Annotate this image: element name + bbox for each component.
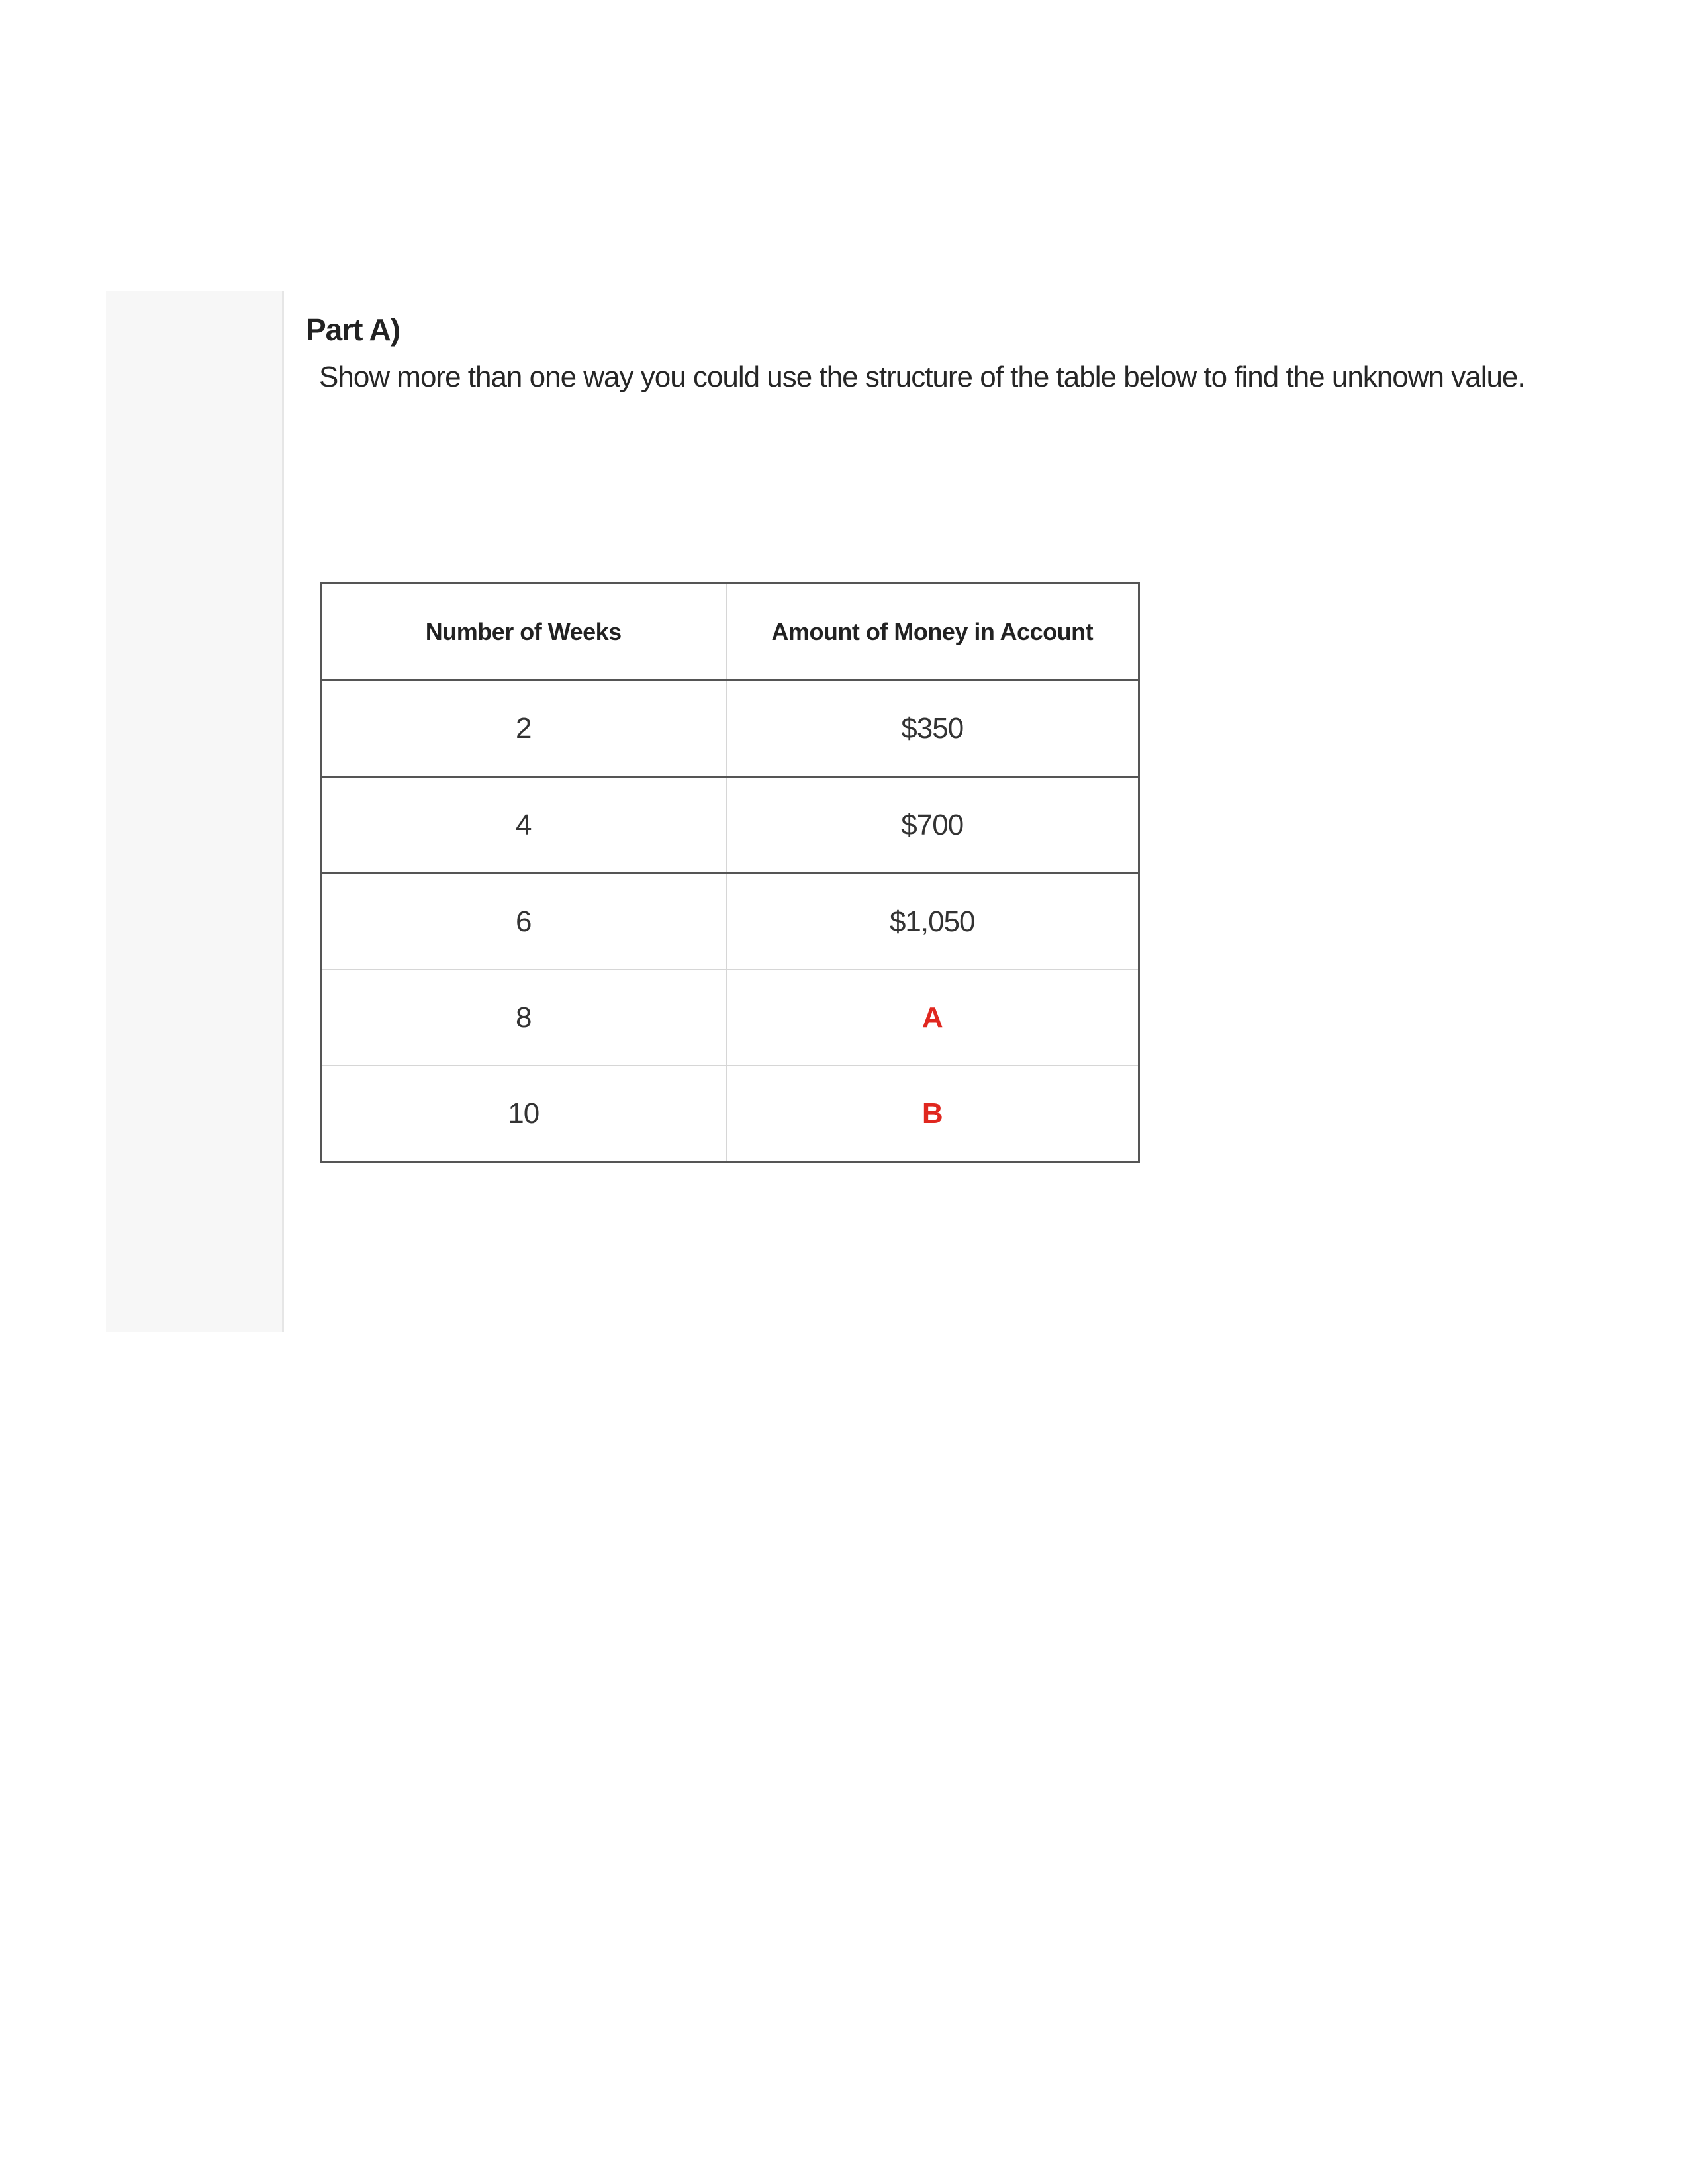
table-row	[321, 970, 1139, 1066]
weeks-money-table	[320, 582, 1140, 1163]
weeks-cell: 10	[321, 1066, 726, 1162]
table-row	[321, 680, 1139, 777]
table-row	[321, 1066, 1139, 1162]
weeks-cell: 4	[321, 777, 726, 874]
header-amount-of-money: Amount of Money in Account	[726, 584, 1139, 680]
table-header-row	[321, 584, 1139, 680]
weeks-cell: 2	[321, 680, 726, 777]
question-prompt: Show more than one way you could use the structure of the table below to find the unknown value.	[319, 361, 1525, 393]
left-gutter-panel	[106, 291, 284, 1332]
unknown-value-a: A	[726, 970, 1139, 1066]
table-row	[321, 777, 1139, 874]
amount-cell: $700	[726, 777, 1139, 874]
header-number-of-weeks: Number of Weeks	[321, 584, 726, 680]
weeks-cell: 6	[321, 874, 726, 970]
part-title: Part A)	[306, 312, 400, 347]
amount-cell: $1,050	[726, 874, 1139, 970]
amount-cell: $350	[726, 680, 1139, 777]
table-row	[321, 874, 1139, 970]
weeks-cell: 8	[321, 970, 726, 1066]
unknown-value-b: B	[726, 1066, 1139, 1162]
